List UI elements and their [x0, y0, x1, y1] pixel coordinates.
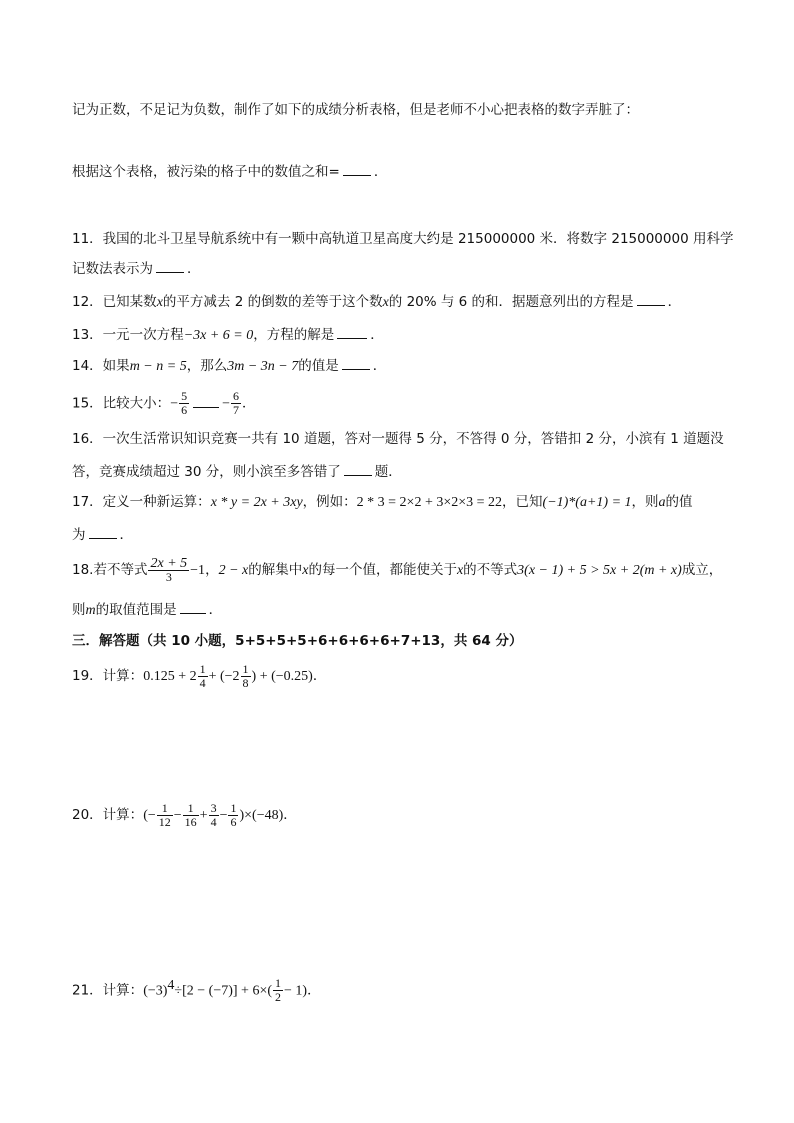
term-b: + (−2: [208, 669, 240, 684]
question-18-text-c: 的每一个值，都能使关于: [308, 562, 457, 578]
term-a: (−: [143, 808, 156, 823]
var-x: x: [156, 295, 163, 310]
question-15-line: 15．比较大小：− $\frac{5}{6}$ − $\frac{6}{7}$ ．: [72, 389, 256, 417]
minus-sign: −: [170, 396, 179, 412]
question-20-text: 20．计算：: [72, 807, 144, 823]
question-16-text: 16．一次生活常识知识竞赛一共有 10 道题，答对一题得 5 分，不答得 0 分，答错扣 2 分，小滨有 1 道题没: [72, 431, 724, 447]
question-17-text-f: 为: [72, 527, 86, 543]
question-21-text: 21．计算：: [72, 982, 144, 999]
term-a: (−3): [143, 983, 168, 999]
var-m: m: [85, 603, 96, 618]
question-13-text-b: ，方程的解是: [253, 327, 335, 343]
fraction-1: [157, 802, 173, 829]
minus-sign: −: [222, 396, 230, 412]
exponent: 4: [167, 978, 175, 993]
answer-blank[interactable]: [637, 292, 665, 306]
question-11-text: 11．我国的北斗卫星导航系统中有一颗中高轨道卫星高度大约是 215000000 米．将数字 215000000 用科学: [72, 231, 734, 247]
example: 2 * 3 = 2×2 + 3×2×3 = 22: [356, 495, 503, 510]
numerator: 5: [181, 389, 188, 403]
condition: m − n = 5: [129, 359, 187, 374]
question-11-line-2: 记数法表示为 ．: [72, 261, 201, 277]
question-17-text-e: 的值: [665, 494, 693, 510]
question-12-text-b: 的平方减去 2 的倒数的差等于这个数: [162, 294, 383, 310]
expression: 3m − 3n − 7: [227, 359, 299, 374]
section-3-heading: [72, 631, 724, 651]
question-18-text-b: 的解集中: [248, 562, 303, 578]
denominator: 6: [181, 403, 188, 417]
numerator: 1: [275, 976, 281, 990]
question-18-text-f: 则: [72, 602, 86, 618]
question-20-line: 20．计算：(− $\frac{1}{12}$ − $\frac{1}{16}$ + $\frac{3}{4}$ − $\frac{1}{6}$ )×(−48)．: [72, 800, 297, 829]
fraction-1: [198, 663, 208, 690]
numerator: 3: [210, 800, 217, 815]
question-11-text-2: 记数法表示为: [72, 261, 153, 277]
equation: −3x + 6 = 0: [183, 328, 254, 343]
var-x: x: [456, 563, 464, 578]
relation-2: 2 − x: [218, 563, 249, 578]
answer-blank[interactable]: [193, 394, 219, 408]
question-17-text-b: ，例如：: [302, 494, 357, 510]
term-a: 0.125 + 2: [143, 669, 197, 684]
question-14-text-c: 的值是: [298, 358, 339, 374]
denominator: 16: [184, 814, 197, 829]
denominator: 4: [199, 675, 206, 690]
fraction: [148, 557, 189, 584]
answer-blank[interactable]: [344, 462, 372, 476]
given: (−1)*(a+1) = 1: [542, 495, 632, 510]
question-18-line-2: 则m的取值范围是 ．: [72, 602, 223, 618]
question-12-text-a: 12．已知某数: [72, 294, 157, 310]
denominator: 7: [233, 403, 239, 417]
question-19-line: 19．计算：0.125 + 2 $\frac{1}{4}$ + (−2 $\frac{1}{8}$ ) + (−0.25)．: [72, 661, 327, 690]
denominator: 3: [165, 569, 172, 584]
answer-blank[interactable]: [337, 325, 367, 339]
denominator: 12: [158, 814, 171, 829]
question-18-text-g: 的取值范围是: [95, 602, 177, 618]
numerator: 1: [157, 802, 173, 816]
answer-blank[interactable]: [156, 259, 184, 273]
question-13-text-a: 13．一元一次方程: [72, 327, 184, 343]
denominator: 6: [230, 814, 237, 829]
answer-blank[interactable]: [343, 162, 371, 176]
var-x: x: [382, 295, 389, 310]
term-c: ) + (−0.25): [251, 669, 313, 684]
fraction-3: [209, 802, 219, 829]
minus-sign: −: [173, 808, 182, 823]
numerator: 1: [199, 661, 206, 676]
fraction-2: [241, 663, 251, 690]
question-14-text-a: 14．如果: [72, 358, 130, 374]
question-17-line-1: [72, 492, 724, 513]
inequality: 3(x − 1) + 5 > 5x + 2(m + x): [517, 563, 682, 578]
fraction-1: [179, 390, 189, 417]
section-3-text: 三．解答题（共 10 小题，5+5+5+5+6+6+6+6+7+13，共 64 分）: [72, 633, 523, 649]
intro-text: 记为正数，不足记为负数，制作了如下的成绩分析表格，但是老师不小心把表格的数字弄脏了：: [72, 102, 639, 118]
question-21-line: 21．计算：$(-3)^4\div[2 - (-7)] + 6\times$( $\frac{1}{2}$ − 1)．: [72, 976, 321, 1004]
question-18-text-e: 成立，: [681, 562, 723, 578]
relation: −1: [190, 563, 206, 578]
question-17-text-c: ，已知: [502, 494, 543, 510]
question-16-text-3: 题．: [374, 464, 402, 480]
question-17-text-d: ，则: [631, 494, 659, 510]
answer-blank[interactable]: [342, 356, 370, 370]
question-10-text: 根据这个表格，被污染的格子中的数值之和=: [72, 164, 340, 180]
question-14-line: 14．如果m − n = 5，那么3m − 3n − 7的值是 ．: [72, 358, 387, 374]
question-10-line: 根据这个表格，被污染的格子中的数值之和= ．: [72, 164, 388, 180]
numerator: 1: [183, 802, 199, 816]
intro-line: [72, 100, 724, 120]
question-16-text-2: 答，竞赛成绩超过 30 分，则小滨至多答错了: [72, 464, 341, 480]
denominator: 4: [210, 814, 217, 829]
question-13-line: 13．一元一次方程−3x + 6 = 0，方程的解是 ．: [72, 327, 384, 343]
answer-blank[interactable]: [180, 600, 206, 614]
term-c: )×(−48): [239, 808, 284, 823]
question-18-text-a: 18.若不等式: [72, 562, 148, 578]
question-12-line: 12．已知某数x的平方减去 2 的倒数的差等于这个数x的 20% 与 6 的和．据题意列出的方程是 ．: [72, 294, 682, 310]
term-c: − 1): [284, 983, 308, 999]
answer-blank[interactable]: [89, 525, 117, 539]
question-17-line-2: 为 ．: [72, 527, 133, 543]
question-12-text-c: 的 20% 与 6 的和．据题意列出的方程是: [388, 294, 634, 310]
plus-sign: +: [199, 808, 208, 823]
denominator: 2: [275, 990, 281, 1004]
fraction-2: [231, 390, 241, 417]
var-x: x: [302, 563, 309, 578]
question-18-text-d: 的不等式: [463, 562, 518, 578]
question-14-text-b: ，那么: [186, 358, 228, 374]
question-15-text: 15．比较大小：: [72, 395, 171, 412]
term-b: ÷[2 − (−7)] + 6×(: [174, 983, 272, 999]
question-19-text: 19．计算：: [72, 668, 144, 684]
definition: x * y = 2x + 3xy: [210, 495, 303, 510]
minus-sign: −: [219, 808, 228, 823]
numerator: 2x + 5: [150, 555, 188, 571]
fraction: [273, 977, 283, 1004]
numerator: 1: [242, 661, 249, 676]
var-a: a: [658, 495, 666, 510]
fraction-4: [228, 802, 238, 829]
question-16-line-2: [72, 462, 724, 482]
denominator: 8: [242, 675, 249, 690]
question-17-text-a: 17．定义一种新运算：: [72, 494, 211, 510]
numerator: 6: [233, 389, 239, 403]
numerator: 1: [230, 800, 237, 815]
question-18-line-1: 18.若不等式 $\frac{2x + 5}{3}$ −1，2 − x的解集中x的每一个值，都能使关于x的不等式3(x − 1) + 5 > 5x + 2(m + x)成立，: [72, 555, 723, 584]
question-11-line-1: [72, 229, 734, 249]
fraction-2: [183, 802, 199, 829]
question-16-line-1: [72, 429, 724, 449]
